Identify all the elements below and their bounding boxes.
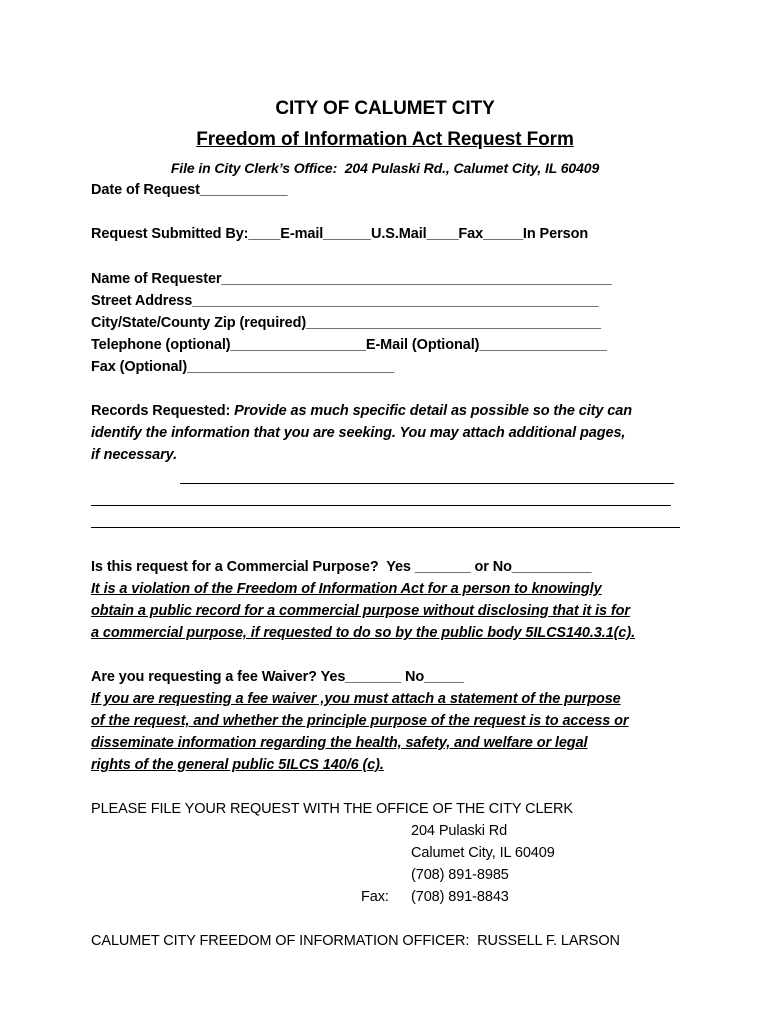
records-requested-line1: [91, 400, 632, 422]
requester-name-field[interactable]: Name of Requester_________________________________________________: [91, 271, 612, 287]
records-answer-line-3[interactable]: [91, 527, 680, 528]
file-location: File in City Clerk’s Office: 204 Pulaski Rd., Calumet City, IL 60409: [170, 160, 600, 176]
fee-waiver-note-4: rights of the general public 5ILCS 140/6 (c).: [91, 757, 384, 773]
commercial-purpose-question[interactable]: Is this request for a Commercial Purpose? Yes _______ or No__________: [91, 559, 592, 575]
fee-waiver-note-2: of the request, and whether the principle purpose of the request is to access or: [91, 713, 629, 729]
clerk-phone: (708) 891-8985: [411, 867, 509, 883]
commercial-warning-2: obtain a public record for a commercial purpose without disclosing that it is for: [91, 603, 630, 619]
commercial-warning-1: It is a violation of the Freedom of Information Act for a person to knowingly: [91, 581, 602, 597]
date-of-request-field[interactable]: Date of Request___________: [91, 182, 288, 198]
fee-waiver-note-3: disseminate information regarding the health, safety, and welfare or legal: [91, 735, 588, 751]
foi-officer-line: CALUMET CITY FREEDOM OF INFORMATION OFFICER: RUSSELL F. LARSON: [91, 933, 620, 949]
fee-waiver-question[interactable]: Are you requesting a fee Waiver? Yes_______ No_____: [91, 669, 464, 685]
form-title: Freedom of Information Act Request Form: [196, 129, 574, 150]
fax-field[interactable]: Fax (Optional)__________________________: [91, 359, 395, 375]
city-heading: CITY OF CALUMET CITY: [275, 98, 495, 119]
fee-waiver-note-1: If you are requesting a fee waiver ,you must attach a statement of the purpose: [91, 691, 621, 707]
records-answer-line-2[interactable]: [91, 505, 671, 506]
telephone-email-field[interactable]: Telephone (optional)_________________E-Mail (Optional)________________: [91, 337, 607, 353]
clerk-street: 204 Pulaski Rd: [411, 823, 508, 839]
records-instruction-3: if necessary.: [91, 447, 178, 463]
records-instruction-1: Provide as much specific detail as possible so the city can: [234, 403, 632, 419]
submitted-by-field[interactable]: Request Submitted By:____E-mail______U.S.Mail____Fax_____In Person: [91, 226, 589, 242]
clerk-fax-label: Fax:: [361, 889, 389, 905]
records-instruction-2: identify the information that you are seeking. You may attach additional pages,: [91, 425, 626, 441]
records-answer-line-1[interactable]: [180, 483, 674, 484]
commercial-warning-3: a commercial purpose, if requested to do so by the public body 5ILCS140.3.1(c).: [91, 625, 636, 641]
clerk-fax: (708) 891-8843: [411, 889, 509, 905]
records-requested-label: Records Requested:: [91, 403, 235, 419]
city-state-zip-field[interactable]: City/State/County Zip (required)_____________________________________: [91, 315, 601, 331]
clerk-city: Calumet City, IL 60409: [411, 845, 555, 861]
street-address-field[interactable]: Street Address___________________________________________________: [91, 293, 599, 309]
filing-instruction: PLEASE FILE YOUR REQUEST WITH THE OFFICE OF THE CITY CLERK: [91, 801, 573, 817]
